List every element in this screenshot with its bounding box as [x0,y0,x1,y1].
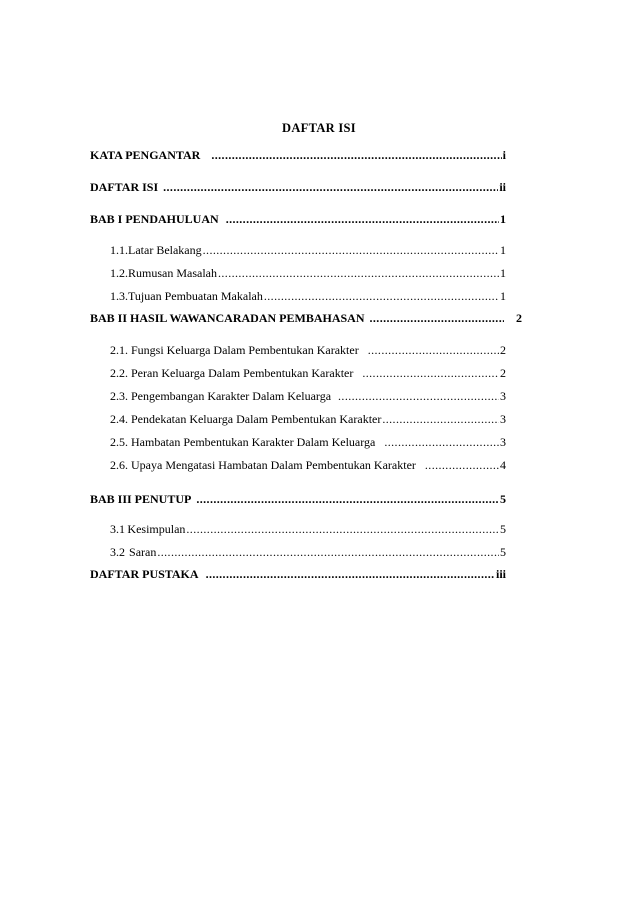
toc-entry-1-2[interactable] [110,266,506,280]
toc-page-number: 1 [500,289,506,303]
toc-page-number: 5 [500,545,506,559]
dot-leader [264,289,499,303]
toc-entry-label: 2.1. Fungsi Keluarga Dalam Pembentukan Karakter [110,343,359,357]
toc-entry-daftar-pustaka[interactable] [90,567,506,581]
toc-entry-label: Tujuan Pembuatan Makalah [128,289,263,303]
toc-entry-label: BAB II HASIL WAWANCARADAN PEMBAHASAN [90,311,365,325]
toc-page-number: 3 [500,412,506,426]
toc-page-number: 1 [500,243,506,257]
dot-leader [196,492,499,506]
toc-page-number: 5 [500,522,506,536]
dot-leader [382,412,499,426]
toc-entry-label: Kesimpulan [127,522,186,536]
toc-entry-daftar-isi[interactable] [90,180,506,194]
toc-page-number: 2 [500,343,506,357]
dot-leader [218,266,499,280]
toc-entry-3-2[interactable] [110,545,506,559]
toc-entry-label: 2.5. Hambatan Pembentukan Karakter Dalam Keluarga [110,435,376,449]
toc-entry-bab-2[interactable] [90,311,522,325]
toc-entry-label: Rumusan Masalah [128,266,217,280]
toc-entry-number: 3.1 [110,522,125,536]
toc-entry-2-1[interactable] [110,343,506,357]
dot-leader [384,435,499,449]
dot-leader [370,311,505,325]
toc-entry-label: 2.4. Pendekatan Keluarga Dalam Pembentukan Karakter [110,412,382,426]
toc-entry-label: DAFTAR PUSTAKA [90,567,199,581]
toc-entry-label: Saran [129,545,157,559]
toc-page-number: 1 [500,266,506,280]
toc-entry-label: BAB I PENDAHULUAN [90,212,219,226]
dot-leader [362,366,499,380]
dot-leader [211,148,501,162]
toc-entry-kata-pengantar[interactable] [90,148,506,162]
toc-entry-bab-1[interactable] [90,212,506,226]
toc-entry-number: 1.2. [110,266,128,280]
toc-page-number: 2 [516,311,522,325]
toc-page-number: 3 [500,435,506,449]
toc-entry-bab-3[interactable] [90,492,506,506]
dot-leader [226,212,499,226]
toc-entry-number: 1.3. [110,289,128,303]
toc-entry-2-5[interactable] [110,435,506,449]
toc-page-number: iii [495,567,506,581]
toc-entry-2-2[interactable] [110,366,506,380]
toc-page-number: i [502,148,506,162]
toc-entry-label: 2.6. Upaya Mengatasi Hambatan Dalam Pembentukan Karakter [110,458,416,472]
toc-entry-label: BAB III PENUTUP [90,492,192,506]
dot-leader [203,243,499,257]
dot-leader [368,343,499,357]
toc-entry-2-6[interactable] [110,458,506,472]
toc-entry-label: KATA PENGANTAR [90,148,201,162]
toc-entry-1-1[interactable] [110,243,506,257]
dot-leader [163,180,498,194]
toc-page-number: 1 [500,212,506,226]
toc-page-number: 3 [500,389,506,403]
toc-entry-2-4[interactable] [110,412,506,426]
toc-page-number: ii [499,180,506,194]
dot-leader [425,458,499,472]
toc-entry-number: 3.2 [110,545,125,559]
toc-page-number: 2 [500,366,506,380]
toc-entry-2-3[interactable] [110,389,506,403]
toc-entry-label: DAFTAR ISI [90,180,159,194]
toc-entry-label: Latar Belakang [128,243,202,257]
toc-title: DAFTAR ISI [282,121,356,135]
toc-entry-label: 2.3. Pengembangan Karakter Dalam Keluarga [110,389,332,403]
dot-leader [186,522,499,536]
dot-leader [338,389,499,403]
toc-page-number: 4 [500,458,506,472]
dot-leader [157,545,499,559]
toc-entry-label: 2.2. Peran Keluarga Dalam Pembentukan Karakter [110,366,354,380]
toc-entry-1-3[interactable] [110,289,506,303]
dot-leader [206,567,495,581]
toc-entry-3-1[interactable] [110,522,506,536]
toc-entry-number: 1.1. [110,243,128,257]
toc-page-number: 5 [500,492,506,506]
